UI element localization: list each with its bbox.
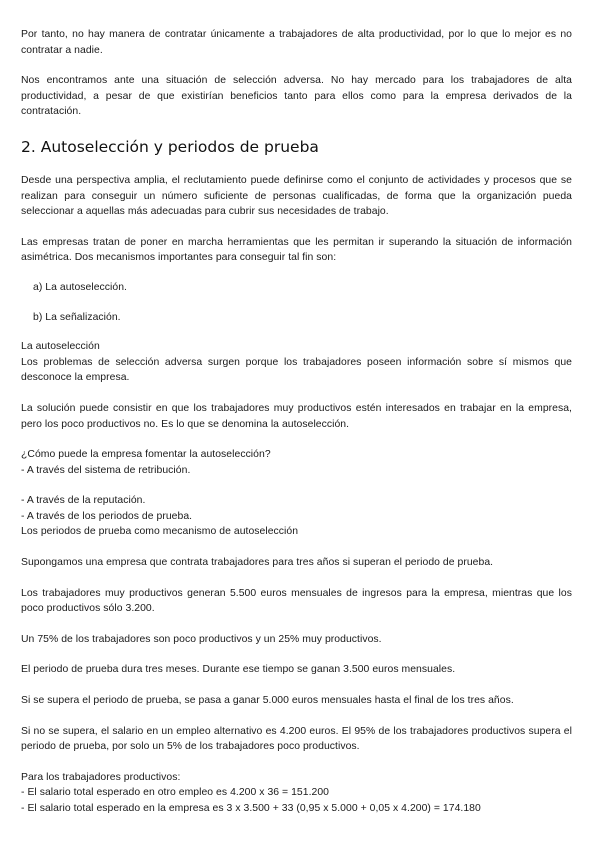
calc-title: Para los trabajadores productivos: bbox=[21, 771, 181, 783]
paragraph: Nos encontramos ante una situación de selección adversa. No hay mercado para los trabajadores de alta productividad, a pesar de que existirían beneficios tanto para ellos como para la empresa derivados de la contratación. bbox=[21, 75, 572, 118]
subheading: Los periodos de prueba como mecanismo de autoselección bbox=[21, 526, 299, 538]
list-item: b) La señalización. bbox=[33, 311, 121, 323]
calc-line: - El salario total esperado en otro empleo es 4.200 x 36 = 151.200 bbox=[21, 787, 330, 799]
subheading: La autoselección bbox=[21, 341, 100, 353]
paragraph: Los problemas de selección adversa surgen porque los trabajadores poseen información sobre sí mismos que desconoce la empresa. bbox=[21, 356, 572, 384]
paragraph: Si se supera el periodo de prueba, se pasa a ganar 5.000 euros mensuales hasta el final de los tres años. bbox=[21, 695, 514, 707]
paragraph: Por tanto, no hay manera de contratar únicamente a trabajadores de alta productividad, por lo que lo mejor es no contratar a nadie. bbox=[21, 29, 572, 56]
paragraph: La solución puede consistir en que los trabajadores muy productivos estén interesados en trabajar en la empresa, pero los poco productivos no. Es lo que se denomina la autoselección. bbox=[21, 402, 572, 430]
paragraph: Si no se supera, el salario en un empleo alternativo es 4.200 euros. El 95% de los trabajadores productivos supera el periodo de prueba, por solo un 5% de los trabajadores poco productivos. bbox=[21, 725, 572, 753]
paragraph: Desde una perspectiva amplia, el reclutamiento puede definirse como el conjunto de actividades y procesos que se realizan para conseguir un número suficiente de personas cualificadas, de forma que la organización pueda seleccionar a aquellas más adecuadas para cubrir sus necesidades de trabajo. bbox=[21, 174, 572, 218]
paragraph: Un 75% de los trabajadores son poco productivos y un 25% muy productivos. bbox=[21, 633, 382, 645]
paragraph: Supongamos una empresa que contrata trabajadores para tres años si superan el periodo de prueba. bbox=[21, 557, 494, 569]
section-heading: 2. Autoselección y periodos de prueba bbox=[21, 137, 319, 156]
list-item: - A través de los periodos de prueba. bbox=[21, 510, 193, 522]
question-line: ¿Cómo puede la empresa fomentar la autoselección? bbox=[21, 449, 271, 461]
list-item: - A través del sistema de retribución. bbox=[21, 464, 191, 476]
paragraph: El periodo de prueba dura tres meses. Durante ese tiempo se ganan 3.500 euros mensuales. bbox=[21, 664, 456, 676]
list-item: - A través de la reputación. bbox=[21, 495, 146, 507]
paragraph: Los trabajadores muy productivos generan 5.500 euros mensuales de ingresos para la empresa, mientras que los poco productivos sólo 3.200. bbox=[21, 587, 572, 615]
list-item: a) La autoselección. bbox=[33, 281, 127, 293]
paragraph: Las empresas tratan de poner en marcha herramientas que les permitan ir superando la situación de información asimétrica. Dos mecanismos importantes para conseguir tal fin son: bbox=[21, 236, 572, 264]
calc-line: - El salario total esperado en la empresa es 3 x 3.500 + 33 (0,95 x 5.000 + 0,05 x 4.200) = 174.180 bbox=[21, 803, 481, 814]
